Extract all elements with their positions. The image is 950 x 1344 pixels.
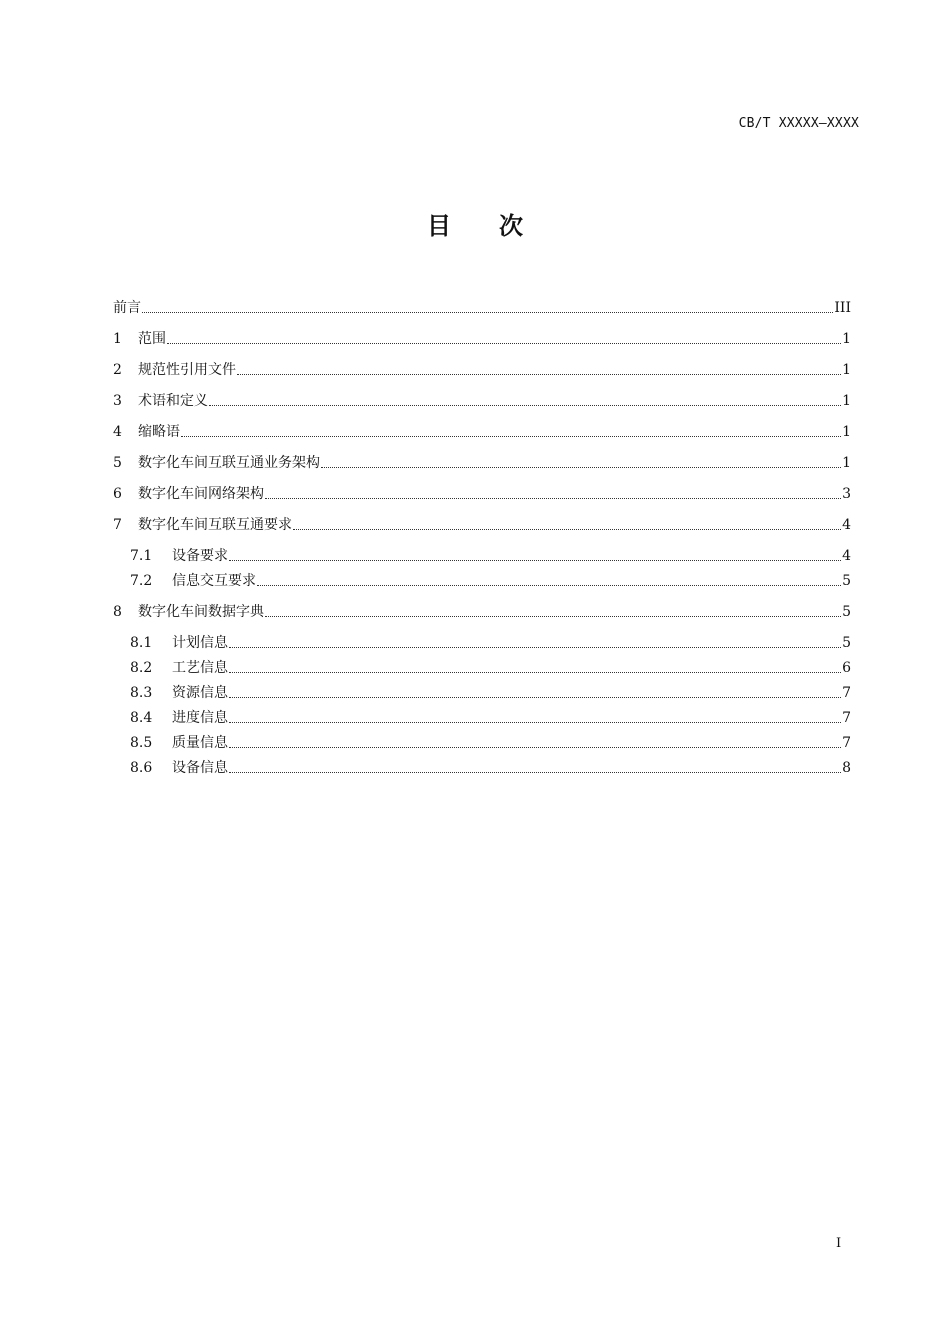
toc-entry-page: 1 [842, 424, 851, 440]
toc-leader [321, 467, 841, 468]
toc-entry-label: 缩略语 [138, 424, 180, 440]
toc-leader [237, 374, 841, 375]
toc-entry-page: 1 [842, 331, 851, 347]
toc-entry-5[interactable] [113, 441, 851, 472]
toc-leader [229, 560, 841, 561]
toc-entry-4[interactable] [113, 410, 851, 441]
toc-leader [229, 672, 841, 673]
toc-entry-8-5[interactable] [113, 727, 851, 752]
toc-leader [257, 585, 841, 586]
title-char-1: 目 [427, 212, 451, 240]
toc-entry-page: 7 [842, 710, 851, 726]
toc-entry-label: 规范性引用文件 [138, 362, 236, 378]
toc-entry-number: 8.5 [130, 735, 153, 751]
toc-entry-8-3[interactable] [113, 677, 851, 702]
toc-entry-2[interactable] [113, 348, 851, 379]
toc-entry-label: 术语和定义 [138, 393, 208, 409]
toc-entry-page: 3 [842, 486, 851, 502]
toc-entry-page: 7 [842, 735, 851, 751]
toc-entry-8-4[interactable] [113, 702, 851, 727]
toc-entry-number: 8.1 [130, 635, 153, 651]
toc-entry-number: 4 [113, 424, 122, 440]
toc-entry-number: 2 [113, 362, 122, 378]
toc-entry-label: 数字化车间互联互通要求 [138, 517, 292, 533]
toc-entry-page: 1 [842, 393, 851, 409]
toc-entry-page: 1 [842, 362, 851, 378]
toc-entry-page: III [834, 300, 851, 316]
toc-entry-7-1[interactable] [113, 540, 851, 565]
toc-entry-page: 5 [842, 604, 851, 620]
toc-entry-7[interactable] [113, 503, 851, 534]
toc-entry-page: 5 [842, 573, 851, 589]
page-title [0, 206, 950, 241]
page-number: I [836, 1236, 842, 1251]
toc-leader [209, 405, 841, 406]
toc-entry-label: 工艺信息 [172, 660, 228, 676]
toc-entry-number: 8.4 [130, 710, 153, 726]
toc-entry-page: 4 [842, 517, 851, 533]
toc-leader [229, 747, 841, 748]
toc-leader [167, 343, 841, 344]
toc-entry-label: 前言 [113, 300, 141, 316]
toc-entry-number: 5 [113, 455, 122, 471]
toc-leader [265, 498, 841, 499]
toc-entry-number: 8.6 [130, 760, 153, 776]
toc-entry-label: 设备信息 [172, 760, 228, 776]
toc-entry-number: 7.2 [130, 573, 153, 589]
toc-entry-label: 进度信息 [172, 710, 228, 726]
toc-entry-page: 1 [842, 455, 851, 471]
document-code: CB/T XXXXX—XXXX [738, 116, 859, 131]
toc-entry-label: 范围 [138, 331, 166, 347]
toc-entry-6[interactable] [113, 472, 851, 503]
toc-entry-number: 8 [113, 604, 122, 620]
toc-leader [229, 647, 841, 648]
toc-entry-number: 8.2 [130, 660, 153, 676]
toc-entry-3[interactable] [113, 379, 851, 410]
toc-entry-page: 8 [842, 760, 851, 776]
toc-entry-number: 8.3 [130, 685, 153, 701]
title-char-2: 次 [499, 212, 523, 240]
toc-leader [293, 529, 841, 530]
toc-entry-label: 设备要求 [172, 548, 228, 564]
toc-leader [229, 722, 841, 723]
toc-entry-number: 6 [113, 486, 122, 502]
toc-leader [142, 312, 833, 313]
toc-entry-page: 7 [842, 685, 851, 701]
toc-entry-8-6[interactable] [113, 752, 851, 777]
toc-entry-page: 5 [842, 635, 851, 651]
toc-entry-number: 3 [113, 393, 122, 409]
toc-entry-label: 数字化车间互联互通业务架构 [138, 455, 320, 471]
toc-entry-label: 数字化车间网络架构 [138, 486, 264, 502]
toc-entry-8-1[interactable] [113, 627, 851, 652]
toc-entry-foreword[interactable] [113, 286, 851, 317]
toc-entry-number: 1 [113, 331, 122, 347]
toc-entry-8-2[interactable] [113, 652, 851, 677]
toc-entry-label: 信息交互要求 [172, 573, 256, 589]
toc-leader [229, 697, 841, 698]
toc-entry-page: 6 [842, 660, 851, 676]
toc-entry-1[interactable] [113, 317, 851, 348]
toc-entry-label: 计划信息 [172, 635, 228, 651]
toc-leader [265, 616, 841, 617]
toc-entry-label: 数字化车间数据字典 [138, 604, 264, 620]
toc-entry-page: 4 [842, 548, 851, 564]
toc-entry-label: 资源信息 [172, 685, 228, 701]
toc-entry-number: 7.1 [130, 548, 153, 564]
toc-entry-8[interactable] [113, 590, 851, 621]
toc-leader [229, 772, 841, 773]
toc-entry-number: 7 [113, 517, 122, 533]
toc-entry-label: 质量信息 [172, 735, 228, 751]
toc-entry-7-2[interactable] [113, 565, 851, 590]
table-of-contents [113, 286, 851, 777]
toc-leader [181, 436, 841, 437]
